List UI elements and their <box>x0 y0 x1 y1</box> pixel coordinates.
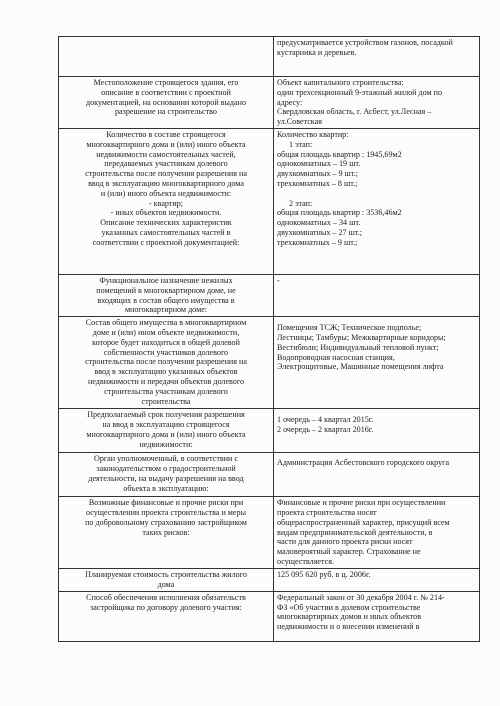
table-row-risks <box>59 497 480 569</box>
label-line: Предполагаемый срок получения разрешения <box>87 410 245 420</box>
label-line: многоквартирного дома и (или) иного объекта <box>86 429 246 439</box>
value-line: трехкомнатных – 9 шт.; <box>277 237 358 247</box>
row-value-cell <box>274 569 480 592</box>
label-line: доме и (или) ином объекте недвижимости, <box>92 327 240 337</box>
row-value-cell <box>274 77 480 129</box>
table-row-location <box>59 77 480 129</box>
row-value-cell <box>274 409 480 453</box>
value-line: ФЗ «Об участии в долевом строительстве <box>277 602 421 612</box>
label-line: описание в соответствии с проектной <box>101 87 231 97</box>
row-label-cell <box>59 569 274 592</box>
table-row-commissioning-date <box>59 409 480 453</box>
row-value-cell <box>274 129 480 275</box>
value-line: Помещения ТСЖ; Техническое подполье; <box>277 323 422 333</box>
label-line: и (или) иного объекта недвижимости: <box>100 188 232 198</box>
value-line: один трехсекционный 9-этажный жилой дом по <box>277 87 443 97</box>
row-label-cell <box>59 409 274 453</box>
value-line: предусматривается устройством газонов, посадкой <box>277 38 453 47</box>
label-line: деятельности, на выдачу разрешения на ввод <box>88 473 244 483</box>
value-line: - <box>277 276 280 285</box>
label-line: ввод в эксплуатацию многоквартирного дома <box>88 178 244 188</box>
table-row-landscaping <box>59 37 480 77</box>
row-label-cell <box>59 591 274 641</box>
value-line: Свердловская область, г. Асбест, ул.Лесная – <box>277 107 432 117</box>
row-value-cell <box>274 275 480 317</box>
label-line: - квартир; <box>148 198 184 208</box>
label-line: недвижимости: <box>139 439 193 449</box>
row-label-cell <box>59 37 274 77</box>
label-line: Количество в составе строящегося <box>106 130 226 139</box>
label-line: которое будет находиться в общей долевой <box>92 337 240 347</box>
value-line: осуществляется. <box>277 556 334 566</box>
value-line: двухкомнатных – 9 шт.; <box>277 169 358 179</box>
value-line: 1 этап: <box>289 139 313 149</box>
value-line: Лестницы; Тамбуры; Межквартирные коридоры; <box>277 332 446 342</box>
table-row-nonresidential-purpose <box>59 275 480 317</box>
label-line: многоквартирном доме: <box>124 305 208 315</box>
label-line: Состав общего имущества в многоквартирном <box>85 318 247 328</box>
label-line: таких рисков: <box>142 527 190 537</box>
table-row-obligation-security <box>59 591 480 641</box>
label-line: дома <box>157 579 175 589</box>
value-line: однокомнатных – 19 шт. <box>277 159 361 169</box>
value-line: Количество квартир: <box>277 130 349 139</box>
value-line: общая площадь квартир : 1945,69м2 <box>277 149 402 159</box>
value-line: Федеральный закон от 30 декабря 2004 г. № 214- <box>277 592 445 602</box>
value-line: Водопроводная насосная станция, <box>277 352 395 362</box>
value-line: многоквартирных домов и иных объектов <box>277 612 422 622</box>
row-label-cell <box>59 275 274 317</box>
value-line: 1 очередь – 4 квартал 2015г. <box>277 415 374 425</box>
value-line: 2 очередь – 2 квартал 2016г. <box>277 424 374 434</box>
value-line: Администрация Асбестовского городского округа <box>277 458 450 468</box>
value-line: кустарника и деревьев. <box>277 47 357 57</box>
value-line: двухкомнатных – 27 шт.; <box>277 227 363 237</box>
label-line: застройщика по договору долевого участия: <box>90 602 242 612</box>
developer-declaration-table <box>58 36 480 642</box>
label-line: строительства участникам долевого <box>104 386 228 396</box>
value-line: ул.Советская <box>277 117 322 127</box>
label-line: объекта в эксплуатацию: <box>123 483 209 493</box>
label-line: многоквартирного дома и (или) иного объекта <box>86 139 246 149</box>
value-line: маловероятный характер. Страхование не <box>277 547 421 557</box>
label-line: входящих в состав общего имущества в <box>97 295 235 305</box>
label-line: документацией, на основании которой выдано <box>85 97 247 107</box>
label-line: Орган уполномоченный, в соответствии с <box>93 454 239 464</box>
value-line: Объект капитального строительства: <box>277 78 404 87</box>
value-line: части для данного проекта риски носят <box>277 537 413 547</box>
table-row-common-property <box>59 317 480 409</box>
label-line: осуществлении проекта строительства и меры <box>85 507 247 517</box>
row-value-cell <box>274 591 480 641</box>
label-line: строительства после получения разрешения на <box>85 357 247 367</box>
label-line: Функциональное назначение нежилых <box>99 276 233 285</box>
row-label-cell <box>59 129 274 275</box>
label-line: соответствии с проектной документацией: <box>92 237 240 247</box>
value-line: видам предпринимательской деятельности, в <box>277 527 433 537</box>
row-value-cell <box>274 497 480 569</box>
label-line: собственности участников долевого <box>103 347 229 357</box>
label-line: Описание технических характеристик <box>100 218 232 228</box>
label-line: законодательством о градостроительной <box>96 463 236 473</box>
label-line: строительства после получения разрешения на <box>85 169 247 179</box>
row-value-cell <box>274 317 480 409</box>
row-label-cell <box>59 453 274 497</box>
value-line: трехкомнатных – 8 шт.; <box>277 178 358 188</box>
label-line: указанных самостоятельных частей в <box>101 227 231 237</box>
value-line: недвижимости и о внесении изменений в <box>277 622 420 632</box>
value-line: 125 095 620 руб. в ц. 2006г. <box>277 570 371 580</box>
label-line: по добровольному страхованию застройщиком <box>85 517 247 527</box>
label-line: ввод в эксплуатацию указанных объектов <box>94 367 238 377</box>
label-line: Способ обеспечения исполнения обязательств <box>86 592 246 602</box>
label-line: помещений в многоквартирном доме, не <box>96 285 236 295</box>
label-line: недвижимости и передачи объектов долевого <box>87 376 245 386</box>
row-value-cell <box>274 37 480 77</box>
label-line: строительства <box>141 396 191 406</box>
label-line: - иных объектов недвижимости. <box>110 208 222 218</box>
value-line: проекта строительства носят <box>277 507 377 517</box>
row-label-cell <box>59 77 274 129</box>
value-line: Финансовые и прочие риски при осуществлении <box>277 498 446 508</box>
value-line: однокомнатных – 34 шт. <box>277 218 361 228</box>
value-line: Вестибюли; Индивидуальный тепловой пункт; <box>277 342 439 352</box>
row-label-cell <box>59 497 274 569</box>
row-label-cell <box>59 317 274 409</box>
table-row-apartment-count <box>59 129 480 275</box>
row-value-cell <box>274 453 480 497</box>
label-line: Планируемая стоимость строительства жилого <box>85 570 247 580</box>
value-line: адресу: <box>277 97 303 107</box>
label-line: Местоположение строящегося здания, его <box>93 78 239 87</box>
table-row-authority <box>59 453 480 497</box>
label-line: на ввод в эксплуатацию строящегося <box>102 419 230 429</box>
value-line: общераспространенный характер, присущий всем <box>277 517 450 527</box>
value-line: Электрощитовые, Машинные помещения лифта <box>277 362 444 372</box>
value-line <box>277 189 476 199</box>
table-row-cost <box>59 569 480 592</box>
value-line: общая площадь квартир : 3536,46м2 <box>277 208 402 218</box>
label-line: Возможные финансовые и прочие риски при <box>88 498 244 508</box>
label-line: передаваемых участникам долевого <box>104 159 228 169</box>
value-line: 2 этап: <box>289 198 313 208</box>
label-line: недвижимости самостоятельных частей, <box>96 149 236 159</box>
label-line: разрешение на строительство <box>115 107 217 117</box>
